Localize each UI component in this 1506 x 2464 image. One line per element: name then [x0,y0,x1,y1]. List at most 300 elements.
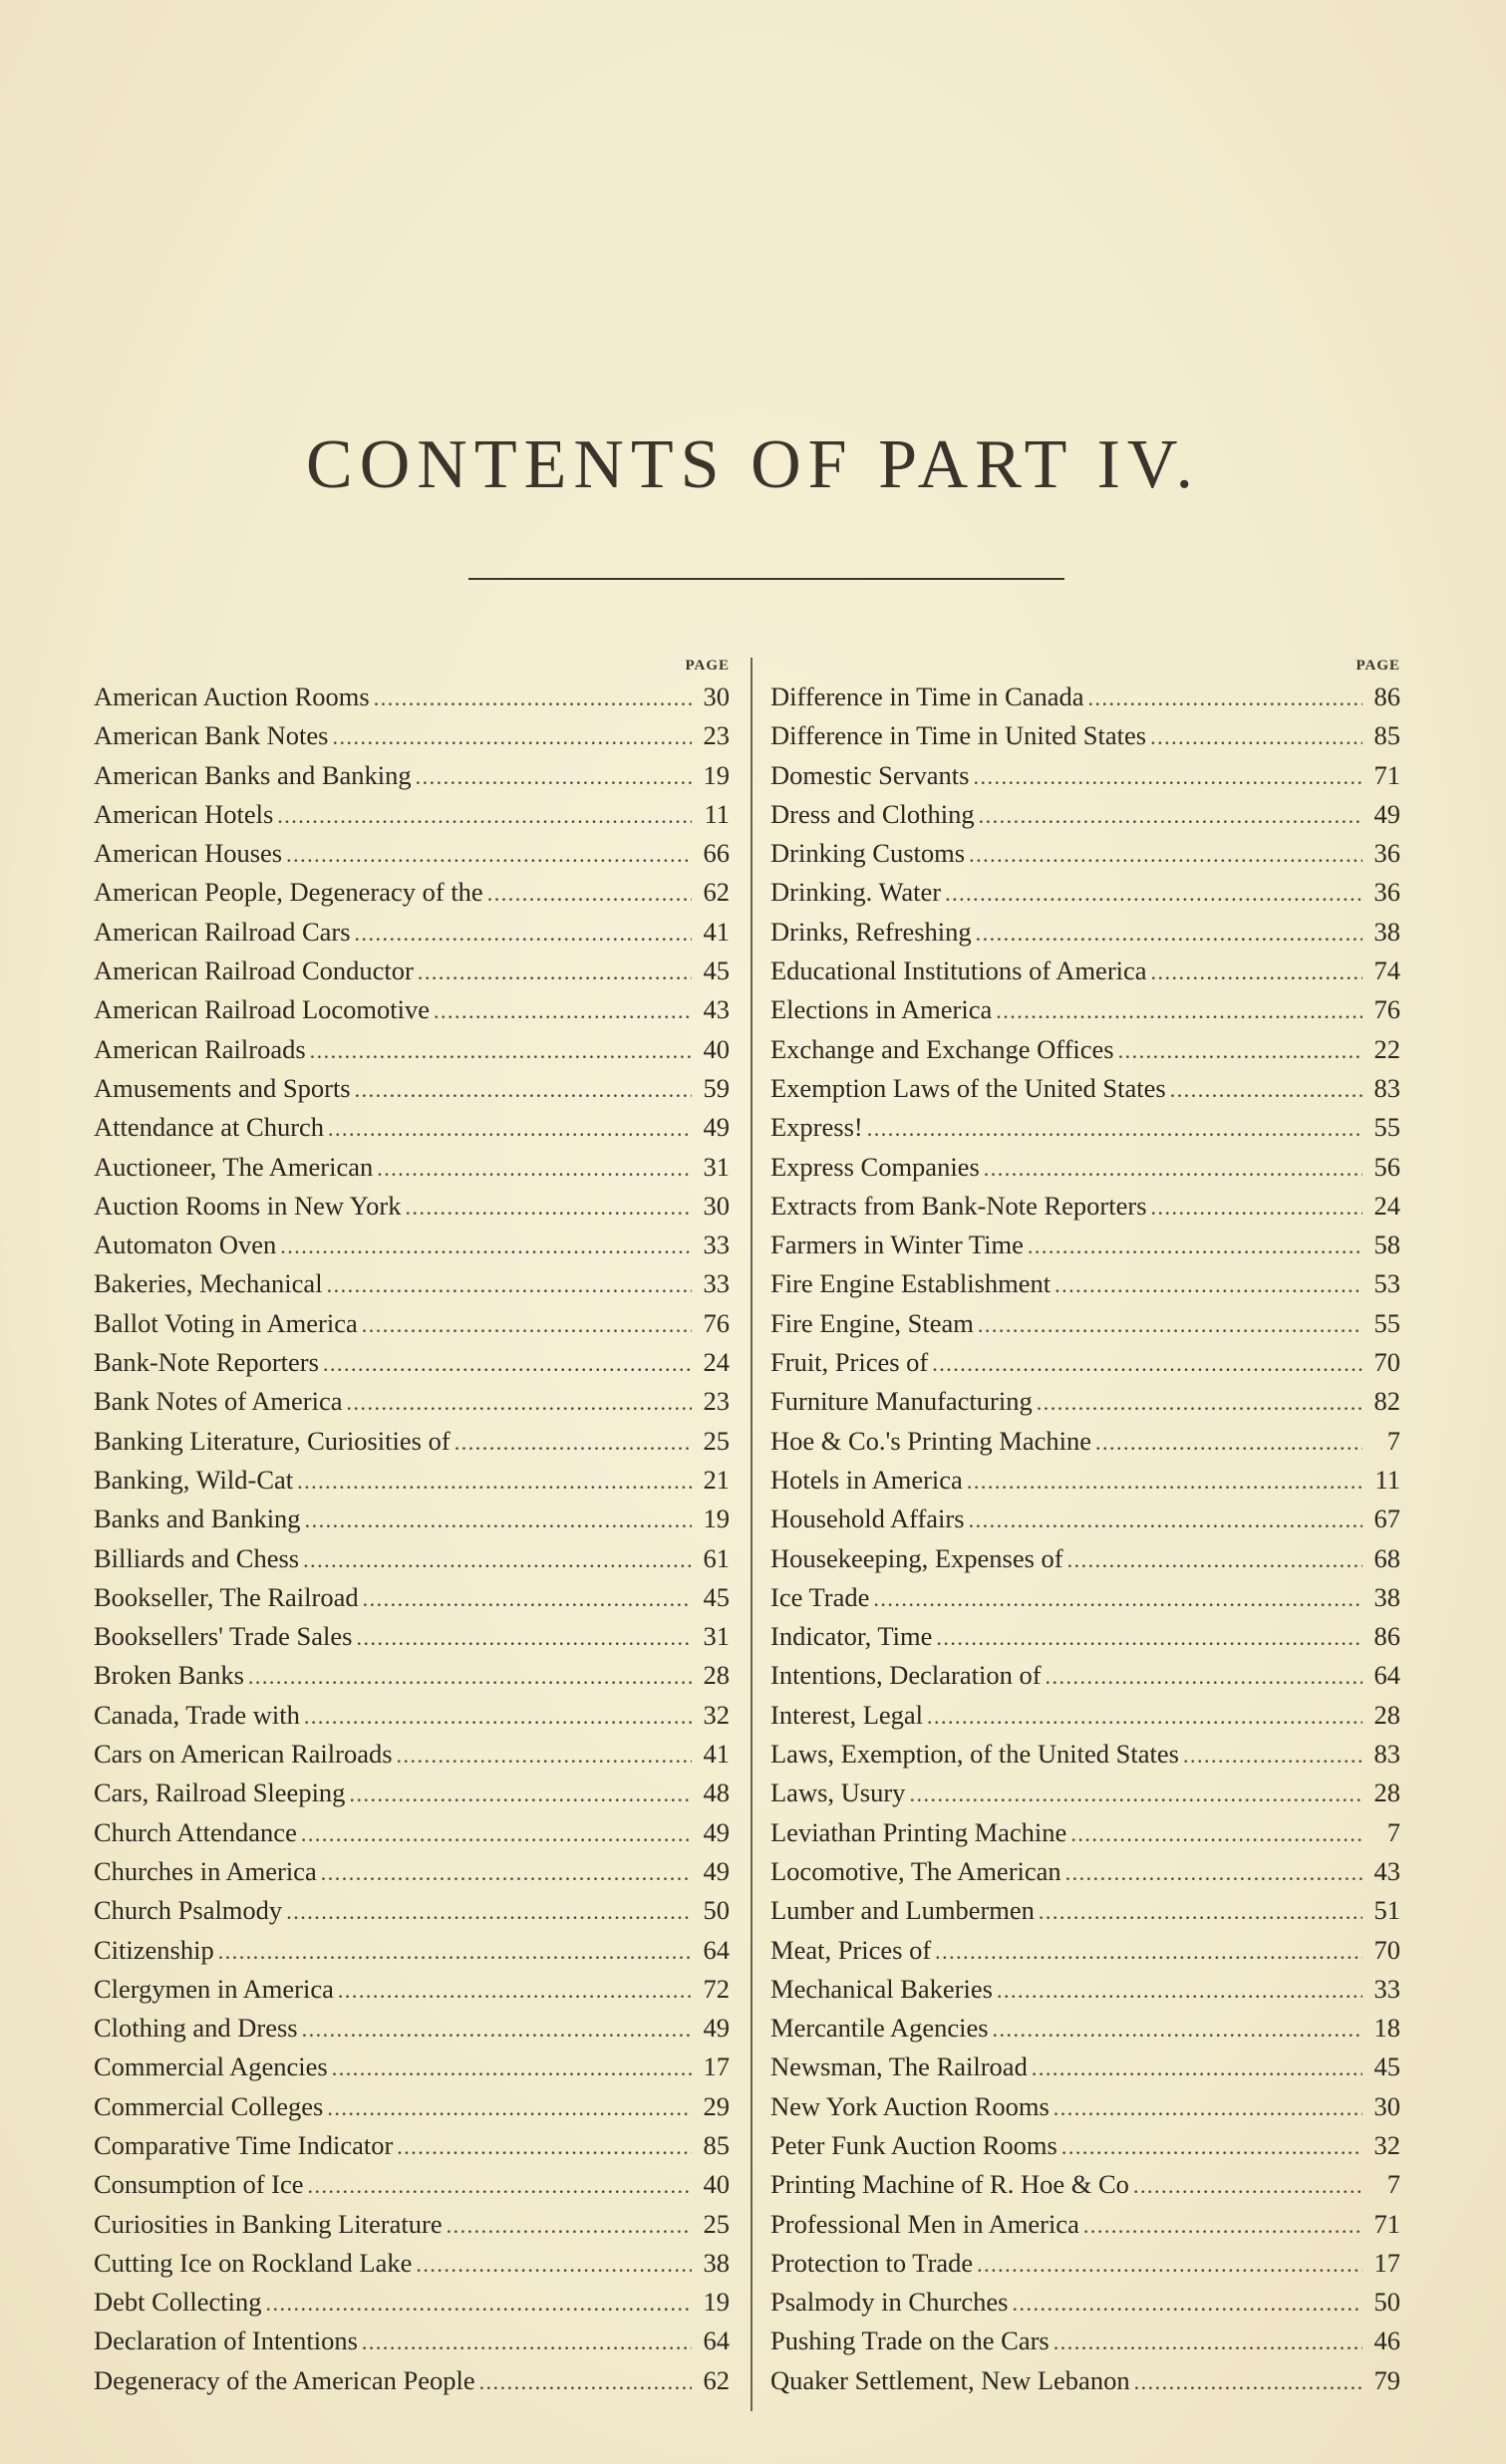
dot-leader [302,2010,692,2049]
entry-label: Hoe & Co.'s Printing Machine [770,1425,1092,1456]
dot-leader [1028,1227,1362,1265]
dot-leader [1037,1383,1362,1422]
entry-page-number: 18 [1373,2013,1400,2044]
dot-leader [1150,717,1362,756]
toc-entry [770,1539,1400,1578]
entry-label: New York Auction Rooms [770,2090,1050,2121]
entry-label: American Auction Rooms [94,682,370,711]
entry-label: Churches in America [94,1855,317,1886]
toc-entry [770,756,1400,795]
entry-page-number: 82 [1373,1386,1400,1417]
entry-label: Drinks, Refreshing [770,916,972,947]
dot-leader [1054,2088,1362,2127]
dot-leader [867,1109,1362,1148]
entry-label: Curiosities in Banking Literature [94,2208,443,2239]
toc-entry [770,2361,1400,2400]
toc-entry [770,1343,1400,1382]
entry-label: American Houses [94,838,283,869]
entry-page-number: 83 [1373,1072,1400,1103]
entry-page-number: 19 [703,1504,730,1534]
dot-leader [286,1892,692,1931]
entry-label: Printing Machine of R. Hoe & Co [770,2169,1129,2200]
entry-label: Church Psalmody [94,1895,283,1926]
toc-entry [94,2361,730,2400]
dot-leader [327,2088,692,2127]
entry-label: Automaton Oven [94,1230,277,1260]
entry-label: Auctioneer, The American [94,1151,374,1182]
entry-label: Cars, Railroad Sleeping [94,1778,346,1808]
entry-page-number: 7 [1386,2169,1400,2200]
dot-leader [434,991,692,1030]
toc-entry [770,1304,1400,1343]
entry-page-number: 21 [703,1464,730,1495]
entry-label: Professional Men in America [770,2208,1079,2239]
dot-leader [304,1697,692,1736]
entry-page-number: 85 [703,2129,730,2160]
entry-label: Interest, Legal [770,1699,924,1730]
dot-leader [286,835,692,874]
entry-label: Cutting Ice on Rockland Lake [94,2247,413,2278]
entry-label: Banks and Banking [94,1504,301,1534]
dot-leader [323,1344,692,1383]
entry-label: Dress and Clothing [770,798,975,829]
dot-leader [1039,1892,1362,1931]
toc-entry [770,1813,1400,1852]
entry-page-number: 41 [703,1739,730,1770]
dot-leader [321,1853,692,1892]
entry-page-number: 38 [1373,916,1400,947]
entry-page-number: 62 [703,2364,730,2395]
entry-label: Ballot Voting in America [94,1307,358,1338]
toc-entry [94,1108,730,1147]
toc-entry [770,1696,1400,1735]
entry-page-number: 53 [1373,1268,1400,1299]
entry-label: Mercantile Agencies [770,2013,989,2044]
entry-page-number: 76 [703,1307,730,1338]
dot-leader [976,914,1362,953]
dot-leader [1083,2206,1362,2245]
toc-entry [770,2048,1400,2086]
entry-page-number: 70 [1373,1347,1400,1378]
entry-page-number: 45 [703,956,730,986]
toc-entry [94,795,730,834]
entry-page-number: 28 [1373,1778,1400,1808]
entry-page-number: 45 [1373,2052,1400,2082]
toc-entry [94,1382,730,1421]
toc-entry [94,834,730,873]
dot-leader [377,1149,692,1188]
dot-leader [973,757,1362,796]
toc-entry [770,1187,1400,1226]
entry-label: Express Companies [770,1151,980,1182]
entry-label: Drinking. Water [770,877,942,908]
entry-label: Intentions, Declaration of [770,1660,1042,1691]
entry-label: Bakeries, Mechanical [94,1268,323,1299]
entry-page-number: 23 [703,1386,730,1417]
toc-entry [94,1578,730,1617]
dot-leader [277,796,692,835]
entry-page-number: 56 [1373,1151,1400,1182]
dot-leader [927,1697,1362,1736]
toc-entry [94,1030,730,1069]
dot-leader [356,1618,692,1657]
dot-leader [935,1932,1362,1971]
toc-entry [770,952,1400,990]
dot-leader [303,1540,692,1579]
entry-label: Mechanical Bakeries [770,1973,993,2004]
entry-label: Degeneracy of the American People [94,2364,475,2395]
entry-page-number: 64 [1373,1660,1400,1691]
entry-page-number: 67 [1373,1504,1400,1534]
entry-page-number: 58 [1373,1230,1400,1260]
entry-label: Pushing Trade on the Cars [770,2326,1050,2356]
entry-label: Meat, Prices of [770,1934,932,1965]
dot-leader [993,2010,1362,2049]
entry-label: Attendance at Church [94,1112,325,1143]
toc-entry [770,1774,1400,1812]
dot-leader [346,1383,692,1422]
entry-page-number: 40 [703,2169,730,2200]
dot-leader [332,2049,692,2087]
left-column [94,654,730,2400]
entry-label: American Railroad Cars [94,916,351,947]
entry-page-number: 72 [703,1973,730,2004]
dot-leader [932,1344,1362,1383]
entry-label: Exchange and Exchange Offices [770,1033,1114,1064]
toc-entry [770,1264,1400,1303]
toc-entry [94,1539,730,1578]
toc-entry [770,1226,1400,1264]
left-page-header: PAGE [685,658,730,674]
entry-page-number: 31 [703,1621,730,1652]
toc-entry [94,1931,730,1970]
entry-label: Cars on American Railroads [94,1739,393,1770]
entry-page-number: 19 [703,2287,730,2318]
entry-page-number: 86 [1373,1621,1400,1652]
entry-label: American Banks and Banking [94,759,412,790]
entry-page-number: 30 [1373,2090,1400,2121]
entry-label: Bank Notes of America [94,1386,343,1417]
entry-label: American Railroads [94,1033,306,1064]
entry-page-number: 31 [703,1151,730,1182]
entry-label: Psalmody in Churches [770,2287,1009,2318]
toc-entry [94,873,730,912]
dot-leader [945,874,1362,913]
entry-label: Broken Banks [94,1660,244,1691]
toc-entry [94,1069,730,1108]
dot-leader [1061,2127,1362,2166]
dot-leader [328,1109,692,1148]
entry-label: Housekeeping, Expenses of [770,1542,1063,1573]
toc-entry [770,1852,1400,1891]
entry-label: Clergymen in America [94,1973,334,2004]
entry-page-number: 71 [1373,759,1400,790]
dot-leader [1118,1031,1362,1070]
toc-entry [770,2009,1400,2048]
title-rule [468,578,1064,580]
toc-entry [770,1461,1400,1500]
toc-entry [94,1852,730,1891]
dot-leader [1088,679,1363,717]
dot-leader [1013,2284,1363,2323]
dot-leader [1183,1736,1362,1775]
entry-page-number: 55 [1373,1112,1400,1143]
entry-label: Domestic Servants [770,759,970,790]
dot-leader [1151,1188,1362,1227]
toc-entry [770,1500,1400,1538]
toc-entry [94,1461,730,1500]
dot-leader [1046,1657,1362,1696]
entry-label: Newsman, The Railroad [770,2052,1028,2082]
entry-label: American People, Degeneracy of the [94,877,483,908]
toc-entry [94,2244,730,2283]
entry-label: Extracts from Bank-Note Reporters [770,1190,1147,1221]
toc-entry [770,1030,1400,1069]
entry-page-number: 29 [703,2090,730,2121]
dot-leader [1070,1814,1362,1853]
entry-label: Protection to Trade [770,2247,974,2278]
toc-entry [770,1382,1400,1421]
dot-leader [1170,1070,1362,1109]
toc-entry [94,1422,730,1461]
dot-leader [248,1657,692,1696]
entry-label: Elections in America [770,994,993,1025]
entry-page-number: 7 [1386,1816,1400,1847]
dot-leader [362,1305,692,1344]
entry-page-number: 28 [1373,1699,1400,1730]
toc-entry [770,678,1400,716]
toc-entry [770,1108,1400,1147]
entry-label: Household Affairs [770,1504,965,1534]
toc-entry [770,1970,1400,2009]
entry-page-number: 41 [703,916,730,947]
entry-page-number: 50 [1373,2287,1400,2318]
dot-leader [979,796,1362,835]
entry-page-number: 23 [703,720,730,751]
entry-page-number: 49 [1373,798,1400,829]
entry-page-number: 86 [1373,682,1400,711]
dot-leader [909,1775,1362,1813]
entry-page-number: 61 [703,1542,730,1573]
entry-page-number: 55 [1373,1307,1400,1338]
entry-page-number: 25 [703,1425,730,1456]
entry-page-number: 17 [703,2052,730,2082]
entry-label: Indicator, Time [770,1621,933,1652]
entry-page-number: 38 [1373,1581,1400,1612]
entry-page-number: 59 [703,1072,730,1103]
dot-leader [397,1736,692,1775]
dot-leader [984,1149,1362,1188]
dot-leader [297,1462,692,1501]
entry-label: Fire Engine, Steam [770,1307,974,1338]
toc-entry [94,2165,730,2204]
entry-page-number: 70 [1373,1934,1400,1965]
toc-entry [94,990,730,1029]
entry-label: Banking, Wild-Cat [94,1464,294,1495]
entry-label: Booksellers' Trade Sales [94,1621,353,1652]
entry-page-number: 22 [1373,1033,1400,1064]
entry-label: Canada, Trade with [94,1699,300,1730]
entry-page-number: 7 [1386,1425,1400,1456]
dot-leader [1054,1265,1362,1304]
entry-page-number: 17 [1373,2247,1400,2278]
entry-page-number: 48 [703,1778,730,1808]
toc-entry [94,2322,730,2360]
toc-entry [770,834,1400,873]
toc-entry [94,1735,730,1774]
entry-label: Clothing and Dress [94,2013,298,2044]
page-title: CONTENTS OF PART IV. [306,426,1200,503]
toc-entry [94,1148,730,1187]
dot-leader [362,2323,692,2361]
dot-leader [997,1971,1362,2010]
dot-leader [397,2127,692,2166]
entry-page-number: 50 [703,1895,730,1926]
left-entry-list [94,678,730,2400]
toc-entry [94,1187,730,1226]
entry-page-number: 36 [1373,877,1400,908]
column-divider [751,658,753,2411]
toc-entry [770,1422,1400,1461]
dot-leader [479,2362,692,2401]
entry-label: Difference in Time in United States [770,720,1147,751]
entry-label: Lumber and Lumbermen [770,1895,1035,1926]
entry-page-number: 49 [703,1855,730,1886]
entry-page-number: 66 [703,838,730,869]
toc-entry [94,678,730,716]
dot-leader [416,757,692,796]
entry-label: Hotels in America [770,1464,963,1495]
dot-leader [266,2284,692,2323]
entry-label: Consumption of Ice [94,2169,304,2200]
dot-leader [374,679,692,717]
entry-page-number: 83 [1373,1739,1400,1770]
toc-entry [770,795,1400,834]
toc-entry [770,1656,1400,1695]
dot-leader [978,1305,1362,1344]
toc-entry [770,1891,1400,1930]
entry-page-number: 24 [1373,1190,1400,1221]
entry-page-number: 49 [703,2013,730,2044]
entry-page-number: 71 [1373,2208,1400,2239]
entry-label: Fruit, Prices of [770,1347,929,1378]
dot-leader [333,717,693,756]
dot-leader [280,1227,692,1265]
toc-entry [770,1148,1400,1187]
entry-label: Locomotive, The American [770,1855,1061,1886]
entry-label: American Hotels [94,798,274,829]
entry-page-number: 32 [1373,2129,1400,2160]
right-page-header: PAGE [1355,658,1400,674]
dot-leader [308,2166,693,2205]
entry-page-number: 76 [1373,994,1400,1025]
dot-leader [977,2245,1362,2284]
dot-leader [454,1423,692,1462]
entry-label: Citizenship [94,1934,214,1965]
dot-leader [1134,2362,1362,2401]
entry-label: Leviathan Printing Machine [770,1816,1067,1847]
entry-page-number: 64 [703,2326,730,2356]
entry-page-number: 30 [703,1190,730,1221]
entry-label: Debt Collecting [94,2287,262,2318]
entry-page-number: 32 [703,1699,730,1730]
toc-entry [94,1343,730,1382]
toc-entry [94,1774,730,1812]
entry-page-number: 85 [1373,720,1400,751]
entry-page-number: 38 [703,2247,730,2278]
toc-entry [770,2126,1400,2165]
toc-entry [94,716,730,755]
entry-label: Banking Literature, Curiosities of [94,1425,451,1456]
entry-label: Express! [770,1112,863,1143]
toc-entry [770,1578,1400,1617]
dot-leader [873,1579,1362,1618]
toc-entry [94,2283,730,2322]
toc-entry [770,2087,1400,2126]
dot-leader [487,874,692,913]
dot-leader [1054,2323,1362,2361]
toc-entry [94,1617,730,1656]
toc-entry [94,756,730,795]
toc-entry [94,1500,730,1538]
toc-entry [770,1617,1400,1656]
toc-entry [94,1970,730,2009]
entry-label: Quaker Settlement, New Lebanon [770,2364,1130,2395]
toc-entry [94,1656,730,1695]
dot-leader [355,1070,692,1109]
toc-entry [770,1069,1400,1108]
dot-leader [936,1618,1362,1657]
toc-entry [770,1931,1400,1970]
dot-leader [327,1265,692,1304]
dot-leader [447,2206,692,2245]
entry-label: Church Attendance [94,1816,297,1847]
toc-entry [770,2322,1400,2360]
entry-page-number: 43 [703,994,730,1025]
toc-entry [94,2087,730,2126]
entry-page-number: 64 [703,1934,730,1965]
entry-label: Furniture Manufacturing [770,1386,1033,1417]
dot-leader [969,1501,1362,1539]
entry-label: Commercial Colleges [94,2090,324,2121]
toc-entry [94,1696,730,1735]
toc-entry [770,716,1400,755]
entry-label: Peter Funk Auction Rooms [770,2129,1057,2160]
toc-entry [770,1735,1400,1774]
entry-page-number: 51 [1373,1895,1400,1926]
entry-label: Educational Institutions of America [770,956,1147,986]
entry-page-number: 11 [1374,1464,1400,1495]
entry-label: Fire Engine Establishment [770,1268,1052,1299]
dot-leader [416,2245,692,2284]
dot-leader [310,1031,692,1070]
entry-label: Comparative Time Indicator [94,2129,394,2160]
toc-entry [770,873,1400,912]
toc-entry [94,1813,730,1852]
entry-page-number: 40 [703,1033,730,1064]
entry-label: Laws, Exemption, of the United States [770,1739,1179,1770]
dot-leader [1133,2166,1362,2205]
entry-label: Bookseller, The Railroad [94,1581,359,1612]
entry-label: American Railroad Conductor [94,956,414,986]
entry-page-number: 11 [704,798,730,829]
toc-entry [770,913,1400,952]
right-column [770,654,1400,2400]
entry-page-number: 33 [703,1230,730,1260]
toc-entry [94,913,730,952]
toc-entry [94,2048,730,2086]
toc-entry [94,2009,730,2048]
